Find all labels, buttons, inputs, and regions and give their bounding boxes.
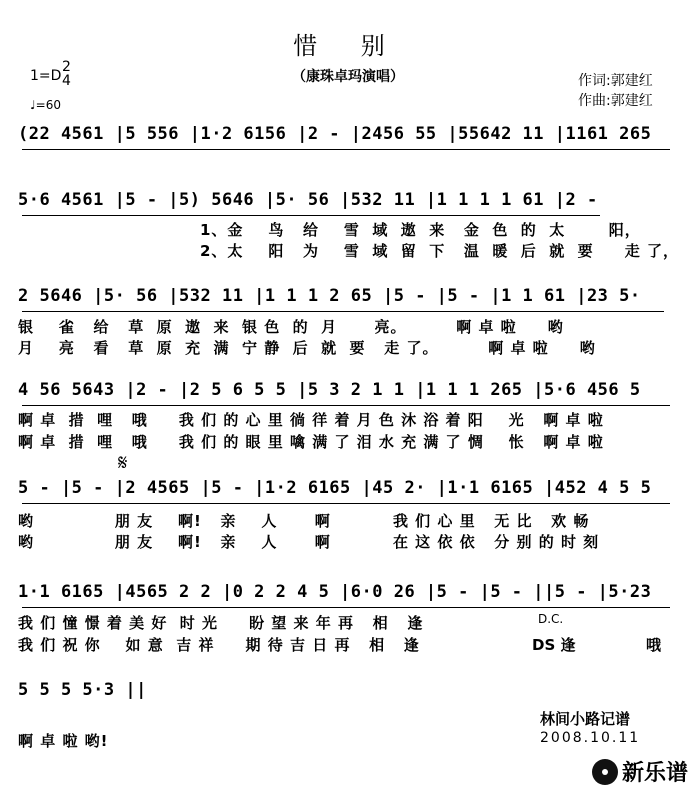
lyricist-credit: 作词:郭建红: [578, 73, 653, 89]
staff-line-2: 5·6 4561 |5 - |5) 5646 |5· 56 |532 11 |1 1 1 1 61 |2 -: [18, 190, 598, 210]
tempo-mark: ♩=60: [30, 98, 61, 112]
staff-line-6: 1·1 6165 |4565 2 2 |0 2 2 4 5 |6·0 26 |5 - |5 - ||5 - |5·23: [18, 582, 652, 602]
ds-end-lyric: 哦: [646, 636, 662, 654]
record-disc-icon: [592, 759, 618, 785]
lyric-row-1-verse-2: 2、太 阳 为 雪 域 留 下 温 暖 后 就 要 走 了，: [200, 242, 679, 260]
page-title: 惜 别: [293, 32, 403, 60]
lyric-row-2-verse-2: 月 亮 看 草 原 充 满 宁 静 后 就 要 走 了。 啊 卓 啦 哟: [18, 339, 596, 357]
logo-text: 新乐谱: [621, 761, 688, 786]
composer-credit: 作曲:郭建红: [578, 93, 653, 109]
time-signature-top: 2: [62, 59, 71, 75]
staff-line-4: 4 56 5643 |2 - |2 5 6 5 5 |5 3 2 1 1 |1 1 1 265 |5·6 456 5: [18, 380, 641, 400]
transcriber-credit: 林间小路记谱: [540, 710, 631, 728]
transcription-date: 2008.10.11: [540, 730, 641, 746]
staff-line-5: 5 - |5 - |2 4565 |5 - |1·2 6165 |45 2· |1·1 6165 |452 4 5 5: [18, 478, 652, 498]
time-signature-bottom: 4: [62, 73, 71, 89]
staff-line-7: 5 5 5 5·3 ||: [18, 680, 147, 700]
staff-line-1: (22 4561 |5 556 |1·2 6156 |2 - |2456 55 |55642 11 |1161 265: [18, 124, 652, 144]
beam-line-1: [22, 149, 670, 150]
lyric-row-1-verse-1: 1、金 鸟 给 雪 域 遨 来 金 色 的 太 阳，: [200, 221, 641, 239]
lyric-row-4-verse-2: 哟 朋 友 啊! 亲 人 啊 在 这 依 依 分 别 的 时 刻: [18, 533, 600, 551]
staff-line-3: 2 5646 |5· 56 |532 11 |1 1 1 2 65 |5 - |5 - |1 1 61 |23 5·: [18, 286, 641, 306]
site-logo: [592, 756, 688, 787]
lyric-row-3-verse-1: 啊 卓 措 哩 哦 我 们 的 心 里 徜 徉 着 月 色 沐 浴 着 阳 光 啊 卓 啦: [18, 411, 604, 429]
beam-line-5: [22, 503, 670, 504]
lyric-row-3-verse-2: 啊 卓 措 哩 哦 我 们 的 眼 里 噙 满 了 泪 水 充 满 了 惆 怅 啊 卓 啦: [18, 433, 604, 451]
beam-line-3: [22, 311, 664, 312]
key-signature: 1=D: [30, 68, 62, 84]
beam-line-2: [22, 215, 600, 216]
beam-line-6: [22, 607, 670, 608]
lyric-row-6: 啊 卓 啦 哟!: [18, 732, 109, 750]
lyric-row-5-verse-1: 我 们 憧 憬 着 美 好 时 光 盼 望 来 年 再 相 逢: [18, 614, 424, 632]
lyric-row-5-verse-2: 我 们 祝 你 如 意 吉 祥 期 待 吉 日 再 相 逢: [18, 636, 420, 654]
beam-line-4: [22, 405, 670, 406]
segno-sign: 𝄋: [118, 451, 128, 476]
performer-subtitle: （康珠卓玛演唱）: [292, 69, 404, 85]
time-signature: [62, 60, 71, 88]
dc-mark: D.C.: [538, 612, 564, 626]
ds-mark: DS 逢: [532, 636, 576, 654]
lyric-row-2-verse-1: 银 雀 给 草 原 遨 来 银 色 的 月 亮。 啊 卓 啦 哟: [18, 318, 564, 336]
lyric-row-4-verse-1: 哟 朋 友 啊! 亲 人 啊 我 们 心 里 无 比 欢 畅: [18, 512, 590, 530]
